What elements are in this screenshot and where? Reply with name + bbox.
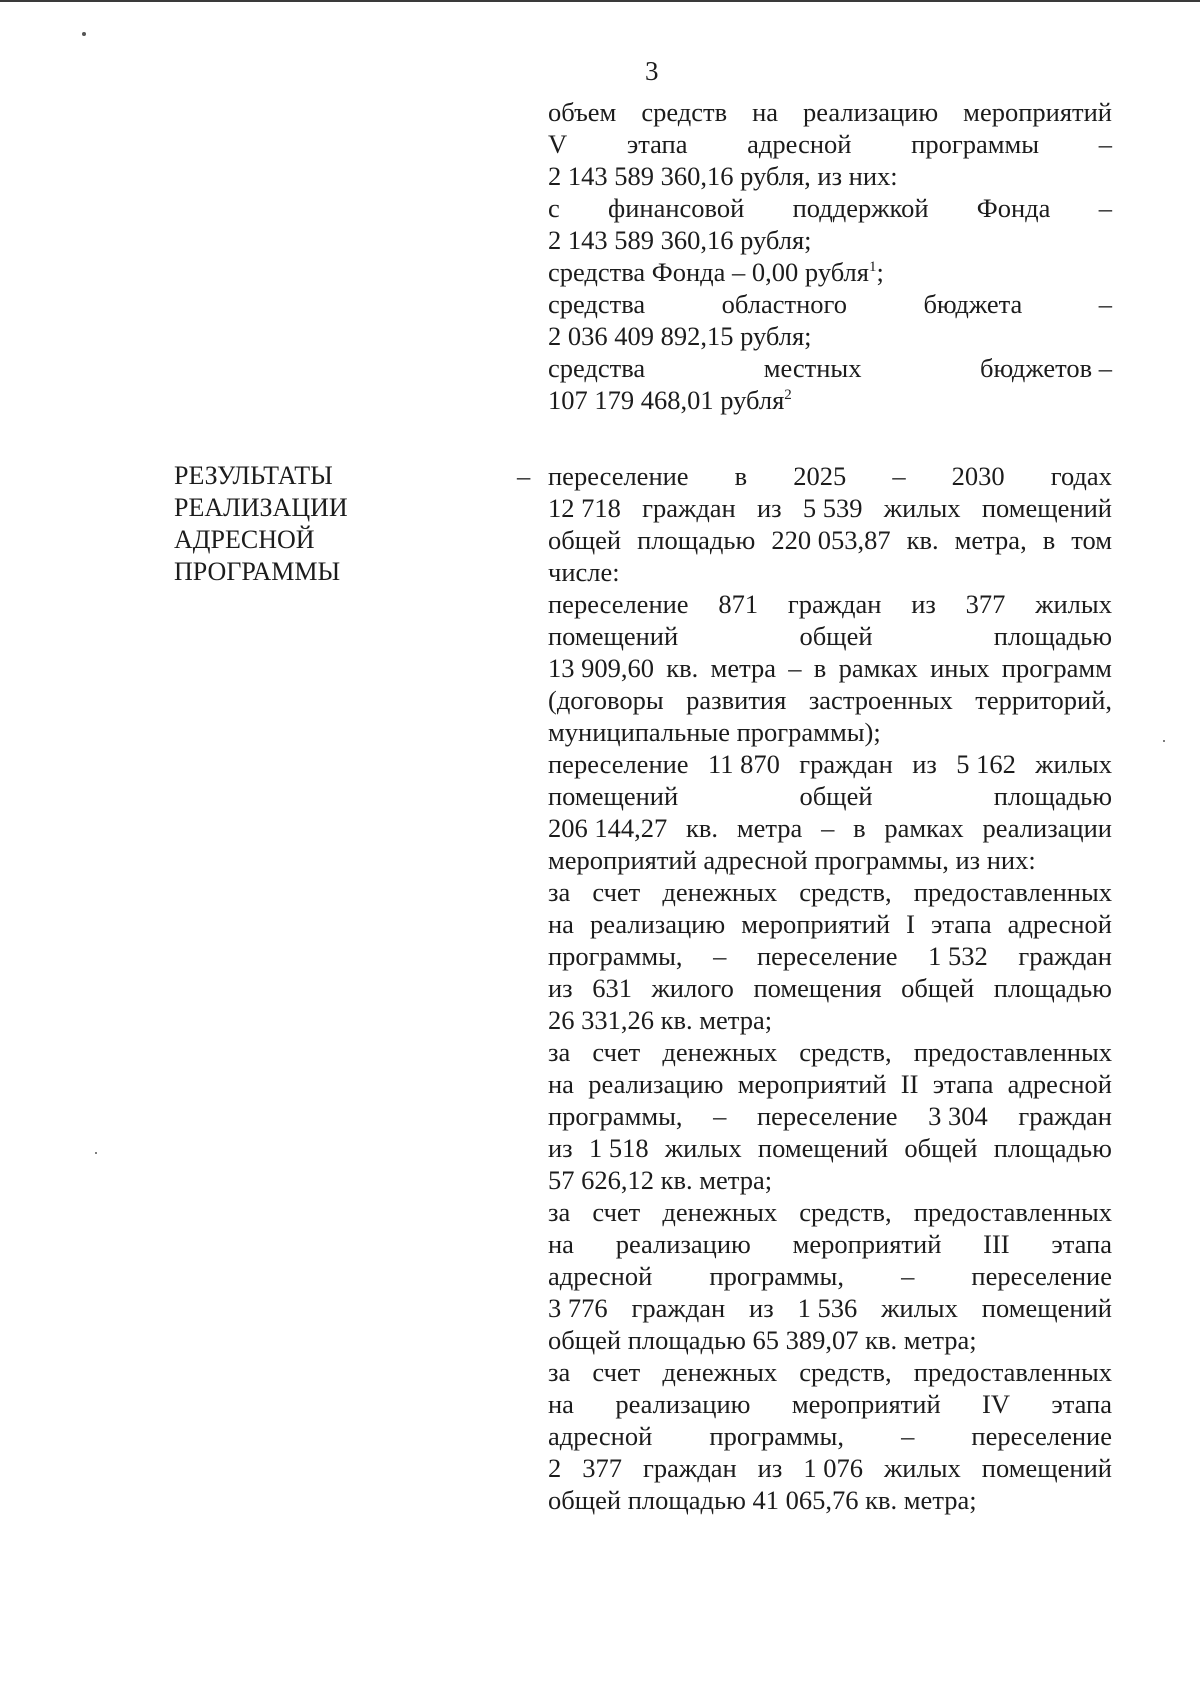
word: этапа	[1051, 1389, 1112, 1419]
word: этапа	[930, 909, 992, 939]
text-line	[548, 812, 1112, 844]
text-line	[548, 652, 1112, 684]
line-text: 107 179 468,01 рубля	[548, 385, 785, 415]
text-line	[548, 1068, 1112, 1100]
word: в	[1042, 525, 1056, 555]
word: за	[548, 1037, 571, 1067]
word: 3 776	[548, 1293, 608, 1323]
word: адресной	[548, 1421, 653, 1451]
text-line: общей площадью 41 065,76 кв. метра;	[548, 1485, 977, 1515]
word: граждан	[643, 1453, 737, 1483]
word: в	[734, 461, 748, 491]
page-number: 3	[645, 56, 659, 86]
word: реализацию	[615, 1229, 751, 1259]
word: граждан	[1018, 1101, 1112, 1131]
word: из	[912, 749, 937, 779]
word: территорий,	[975, 685, 1112, 715]
word: мероприятий	[741, 909, 890, 939]
text-line	[548, 1132, 1112, 1164]
word: денежных	[662, 1197, 778, 1227]
word: программы,	[548, 941, 683, 971]
word: жилого	[651, 973, 734, 1003]
word: помещений	[548, 621, 679, 651]
word: бюджетов –	[979, 353, 1112, 383]
word: денежных	[662, 1037, 778, 1067]
line-text: ;	[876, 257, 884, 287]
word: метра,	[954, 525, 1027, 555]
word: жилых	[1035, 749, 1112, 779]
word: реализацию	[588, 1069, 724, 1099]
word: помещений	[981, 1293, 1112, 1323]
word: застроенных	[808, 685, 953, 715]
text-line	[548, 492, 1112, 524]
word: средств,	[799, 1037, 892, 1067]
word: мероприятий	[737, 1069, 887, 1099]
word: граждан	[799, 749, 893, 779]
text-line	[548, 972, 1112, 1004]
word: 377	[965, 589, 1006, 619]
top-border	[0, 0, 1200, 2]
word: общей	[904, 1133, 978, 1163]
word: 1 532	[928, 941, 988, 971]
word: V	[548, 129, 568, 159]
results-body	[548, 460, 1112, 1516]
text-line	[548, 288, 1112, 320]
word: граждан	[642, 493, 736, 523]
text-line	[548, 908, 1112, 940]
word: переселение	[971, 1261, 1112, 1291]
text-line	[548, 588, 1112, 620]
word: общей	[799, 781, 873, 811]
word: мероприятий	[963, 97, 1112, 127]
heading-line: РЕЗУЛЬТАТЫ	[174, 461, 333, 490]
funding-block	[548, 96, 1112, 416]
word: жилых	[883, 493, 961, 523]
word: этапа	[626, 129, 688, 159]
text-line	[548, 684, 1112, 716]
text-line: 2 036 409 892,15 рубля;	[548, 321, 812, 351]
text-line: муниципальные программы);	[548, 717, 881, 747]
word: адресной	[1007, 909, 1112, 939]
word: метра	[736, 813, 803, 843]
word: площадью	[637, 525, 756, 555]
text-line	[548, 1196, 1112, 1228]
word: на	[548, 1069, 574, 1099]
word: адресной	[1007, 1069, 1112, 1099]
word: 2025	[793, 461, 847, 491]
word: из	[548, 1133, 573, 1163]
word: на	[548, 909, 574, 939]
word: метра	[710, 653, 776, 683]
text-line	[548, 1100, 1112, 1132]
word: мероприятий	[792, 1229, 942, 1259]
text-line	[548, 384, 1112, 416]
word: рамках	[884, 813, 964, 843]
word: граждан	[1018, 941, 1112, 971]
word: реализации	[982, 813, 1112, 843]
text-line	[548, 1356, 1112, 1388]
scan-speck	[95, 1152, 97, 1154]
word: предоставленных	[913, 1357, 1112, 1387]
text-line: числе:	[548, 557, 620, 587]
word: –	[713, 941, 727, 971]
word: переселение	[548, 589, 689, 619]
word: 12 718	[548, 493, 621, 523]
word: на	[752, 97, 779, 127]
word: счет	[592, 1037, 641, 1067]
text-line	[548, 780, 1112, 812]
word: –	[788, 653, 802, 683]
text-line: 57 626,12 кв. метра;	[548, 1165, 773, 1195]
word: счет	[592, 877, 641, 907]
heading-separator-dash: –	[517, 461, 531, 491]
word: IV	[982, 1389, 1010, 1419]
word: площадью	[993, 621, 1112, 651]
word: средства	[548, 289, 646, 319]
word: 11 870	[707, 749, 780, 779]
word: II	[900, 1069, 919, 1099]
word: переселение	[548, 461, 689, 491]
word: средств	[641, 97, 728, 127]
word: –	[1098, 129, 1112, 159]
word: реализацию	[590, 909, 726, 939]
word: 1 536	[797, 1293, 858, 1323]
word: годах	[1050, 461, 1112, 491]
word: адресной	[548, 1261, 653, 1291]
word: кв.	[906, 525, 939, 555]
word: мероприятий	[791, 1389, 941, 1419]
word: денежных	[662, 1357, 778, 1387]
word: реализацию	[615, 1389, 751, 1419]
text-line: 2 143 589 360,16 рубля;	[548, 225, 812, 255]
text-line	[548, 352, 1112, 384]
word: граждан	[631, 1293, 726, 1323]
word: жилых	[883, 1453, 961, 1483]
word: жилых	[1035, 589, 1112, 619]
text-line	[548, 1420, 1112, 1452]
word: жилых	[664, 1133, 742, 1163]
word: поддержкой	[792, 193, 929, 223]
text-line: мероприятий адресной программы, из них:	[548, 845, 1036, 875]
text-line	[548, 748, 1112, 780]
word: 2	[548, 1453, 562, 1483]
word: предоставленных	[913, 1037, 1112, 1067]
word: кв.	[666, 653, 699, 683]
word: в	[853, 813, 866, 843]
word: –	[713, 1101, 727, 1131]
word: бюджета	[923, 289, 1023, 319]
results-heading	[174, 460, 414, 588]
word: средств,	[799, 877, 892, 907]
word: за	[548, 1197, 571, 1227]
word: из	[548, 973, 573, 1003]
footnote-mark: 2	[784, 387, 792, 404]
word: денежных	[662, 877, 778, 907]
text-line	[548, 1260, 1112, 1292]
word: Фонда	[976, 193, 1051, 223]
word: –	[1098, 289, 1112, 319]
word: из	[757, 1453, 783, 1483]
text-line	[548, 1452, 1112, 1484]
word: помещений	[981, 1453, 1112, 1483]
word: переселение	[756, 941, 898, 971]
text-line	[548, 1292, 1112, 1324]
word: –	[1098, 193, 1112, 223]
word: из	[749, 1293, 774, 1323]
word: общей	[901, 973, 975, 1003]
text-line	[548, 256, 1112, 288]
word: из	[911, 589, 936, 619]
word: программы,	[548, 1101, 683, 1131]
word: за	[548, 1357, 571, 1387]
text-line: общей площадью 65 389,07 кв. метра;	[548, 1325, 977, 1355]
word: 5 539	[802, 493, 863, 523]
word: этапа	[1051, 1229, 1112, 1259]
word: 2030	[951, 461, 1005, 491]
word: программы	[911, 129, 1040, 159]
word: программ	[1001, 653, 1112, 683]
heading-line: ПРОГРАММЫ	[174, 557, 341, 586]
word: на	[548, 1229, 574, 1259]
text-line	[548, 128, 1112, 160]
word: 206 144,27	[548, 813, 668, 843]
text-line: 2 143 589 360,16 рубля, из них:	[548, 161, 898, 191]
word: из	[757, 493, 782, 523]
word: средства	[548, 353, 646, 383]
text-line	[548, 940, 1112, 972]
word: переселение	[548, 749, 689, 779]
word: рамках	[838, 653, 918, 683]
text-line	[548, 1388, 1112, 1420]
word: предоставленных	[913, 1197, 1112, 1227]
word: 220 053,87	[771, 525, 891, 555]
word: общей	[548, 525, 622, 555]
word: на	[548, 1389, 574, 1419]
word: том	[1071, 525, 1112, 555]
word: 5 162	[956, 749, 1016, 779]
word: помещения	[753, 973, 882, 1003]
word: жилых	[881, 1293, 958, 1323]
text-line	[548, 460, 1112, 492]
word: реализацию	[803, 97, 939, 127]
word: за	[548, 877, 571, 907]
word: помещений	[757, 1133, 889, 1163]
word: иных	[930, 653, 990, 683]
heading-line: РЕАЛИЗАЦИИ	[174, 493, 348, 522]
word: развития	[686, 685, 787, 715]
word: в	[813, 653, 827, 683]
text-line: 26 331,26 кв. метра;	[548, 1005, 773, 1035]
word: 3 304	[928, 1101, 988, 1131]
word: 871	[718, 589, 759, 619]
text-line	[548, 620, 1112, 652]
text-line	[548, 1036, 1112, 1068]
text-line	[548, 876, 1112, 908]
word: финансовой	[608, 193, 745, 223]
word: предоставленных	[913, 877, 1112, 907]
word: –	[892, 461, 906, 491]
word: 1 518	[588, 1133, 649, 1163]
text-line	[548, 192, 1112, 224]
word: этапа	[932, 1069, 994, 1099]
text-line	[548, 96, 1112, 128]
word: I	[906, 909, 915, 939]
word: переселение	[756, 1101, 898, 1131]
word: площадью	[993, 973, 1112, 1003]
word: переселение	[971, 1421, 1112, 1451]
word: общей	[799, 621, 873, 651]
heading-line: АДРЕСНОЙ	[174, 525, 315, 554]
word: средств,	[799, 1357, 892, 1387]
word: помещений	[548, 781, 679, 811]
word: счет	[592, 1357, 641, 1387]
word: –	[901, 1421, 915, 1451]
word: площадью	[993, 1133, 1112, 1163]
word: средств,	[799, 1197, 892, 1227]
word: кв.	[686, 813, 719, 843]
word: (договоры	[548, 685, 664, 715]
word: помещений	[981, 493, 1112, 523]
word: программы,	[709, 1421, 844, 1451]
word: с	[548, 193, 560, 223]
word: адресной	[747, 129, 852, 159]
text-line	[548, 524, 1112, 556]
word: 13 909,60	[548, 653, 654, 683]
word: –	[901, 1261, 915, 1291]
line-text: средства Фонда – 0,00 рубля	[548, 257, 869, 287]
word: 377	[582, 1453, 623, 1483]
word: граждан	[787, 589, 882, 619]
word: объем	[548, 97, 617, 127]
word: программы,	[709, 1261, 844, 1291]
word: 631	[592, 973, 632, 1003]
scan-speck	[82, 32, 86, 36]
word: –	[821, 813, 835, 843]
text-line	[548, 1228, 1112, 1260]
word: областного	[721, 289, 847, 319]
word: счет	[592, 1197, 641, 1227]
footnote-mark: 1	[868, 259, 877, 276]
word: 1 076	[803, 1453, 863, 1483]
word: площадью	[993, 781, 1112, 811]
word: местных	[763, 353, 862, 383]
word: III	[983, 1229, 1010, 1259]
scan-speck	[1163, 740, 1165, 742]
